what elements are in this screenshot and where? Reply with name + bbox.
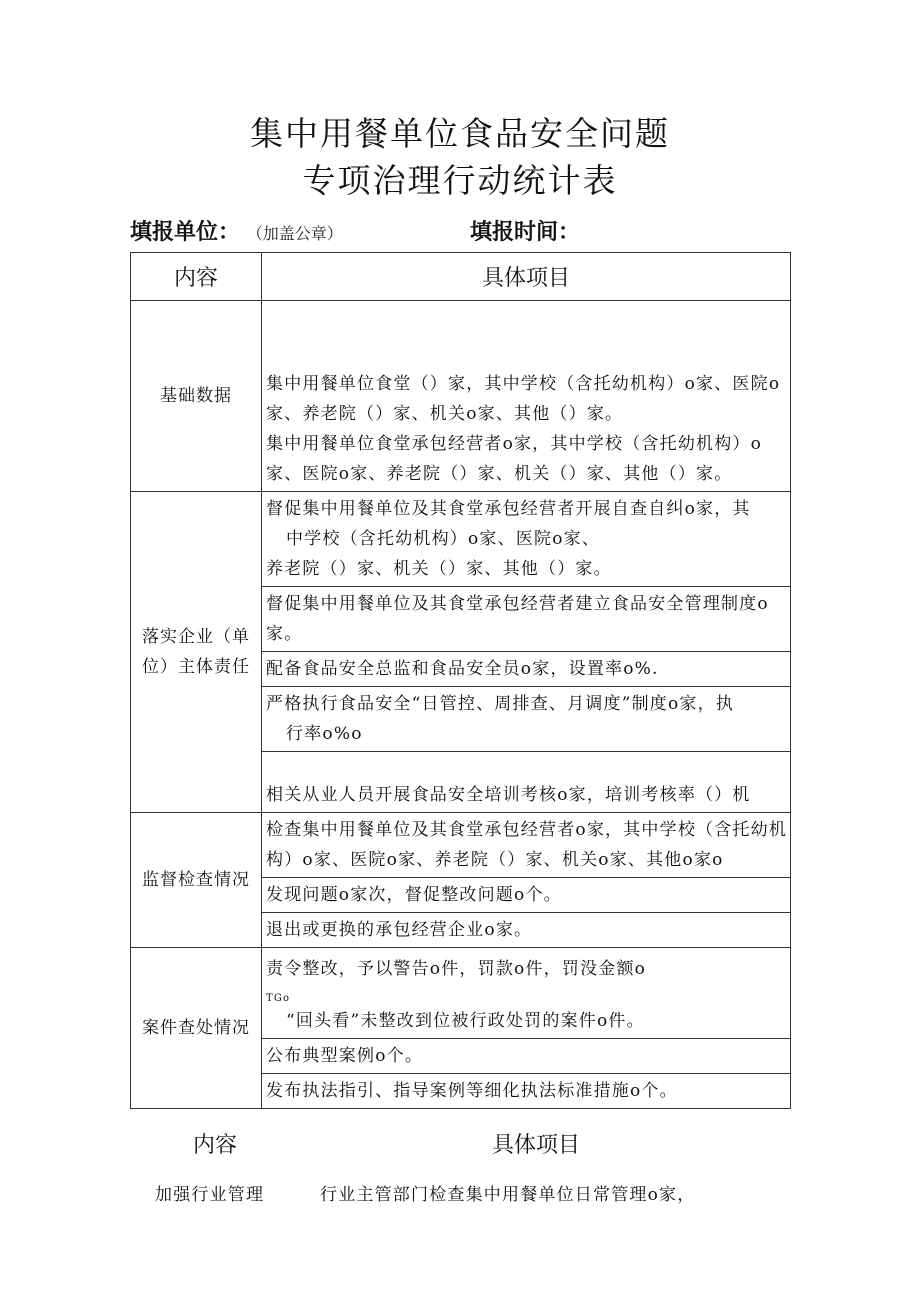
responsibility-item-4-a: 严格执行食品安全“日管控、周排查、月调度”制度o家，执: [266, 694, 735, 714]
footer-row-text: 行业主管部门检查集中用餐单位日常管理o家，: [320, 1185, 696, 1205]
responsibility-item-2: 督促集中用餐单位及其食堂承包经营者建立食品安全管理制度o家。: [262, 587, 791, 652]
table-row: [131, 813, 791, 878]
cases-item-1: [262, 948, 791, 1039]
basic-items: [262, 301, 791, 492]
basic-item-1: 集中用餐单位食堂（）家，其中学校（含托幼机构）o家、医院o家、养老院（）家、机关o家、其他（）家。: [266, 374, 781, 424]
cases-item-2: “回头看”未整改到位被行政处罚的案件o件。: [286, 1011, 645, 1031]
table-row: [131, 301, 791, 492]
footer-header-content: 内容: [193, 1133, 238, 1158]
supervision-item-2: 发现问题o家次，督促整改问题o个。: [262, 878, 791, 913]
responsibility-item-1: [262, 492, 791, 587]
category-responsibility: [131, 492, 262, 813]
reporting-time-label: 填报时间：: [470, 220, 581, 245]
table-row: [131, 492, 791, 587]
responsibility-item-1-c: 养老院（）家、机关（）家、其他（）家。: [266, 559, 612, 579]
category-supervision: 监督检查情况: [131, 813, 262, 948]
reporting-time: [470, 218, 580, 247]
category-responsibility-line2: 位）主体责任: [142, 657, 250, 677]
table-row: [131, 948, 791, 1039]
category-responsibility-line1: 落实企业（单: [142, 627, 250, 647]
basic-item-2: 集中用餐单位食堂承包经营者o家，其中学校（含托幼机构）o家、医院o家、养老院（）家、机关（）家、其他（）家。: [266, 434, 763, 484]
responsibility-item-3: 配备食品安全总监和食品安全员o家，设置率o%.: [262, 652, 791, 687]
header-content: 内容: [131, 253, 262, 301]
stamp-note: （加盖公章）: [246, 224, 343, 243]
reporting-unit: [130, 218, 343, 248]
header-items: 具体项目: [262, 253, 791, 301]
category-cases: 案件查处情况: [131, 948, 262, 1109]
cases-item-4: 发布执法指引、指导案例等细化执法标准措施o个。: [262, 1074, 791, 1109]
footer-header-items: 具体项目: [492, 1133, 581, 1158]
responsibility-item-1-b: 中学校（含托幼机构）o家、医院o家、: [286, 529, 601, 549]
responsibility-item-4-b: 行率o%o: [286, 724, 363, 744]
supervision-item-3: 退出或更换的承包经营企业o家。: [262, 913, 791, 948]
statistics-table: [130, 252, 791, 1109]
responsibility-item-1-a: 督促集中用餐单位及其食堂承包经营者开展自查自纠o家，其: [266, 499, 751, 519]
cases-item-3: 公布典型案例o个。: [262, 1039, 791, 1074]
responsibility-item-4: [262, 687, 791, 752]
cases-item-1-note: TGo: [266, 993, 291, 1004]
category-basic: 基础数据: [131, 301, 262, 492]
page-title-line2: 专项治理行动统计表: [302, 161, 618, 200]
footer-row-category: 加强行业管理: [155, 1185, 265, 1205]
reporting-unit-label: 填报单位：: [130, 220, 241, 245]
supervision-item-1: 检查集中用餐单位及其食堂承包经营者o家，其中学校（含托幼机构）o家、医院o家、养老院（）家、机关o家、其他o家o: [262, 813, 791, 878]
page-title-line1: 集中用餐单位食品安全问题: [250, 114, 670, 153]
table-header-row: [131, 253, 791, 301]
responsibility-item-5: 相关从业人员开展食品安全培训考核o家，培训考核率（）机: [262, 752, 791, 813]
cases-item-1-text: 责令整改，予以警告o件，罚款o件，罚没金额o: [266, 959, 647, 979]
